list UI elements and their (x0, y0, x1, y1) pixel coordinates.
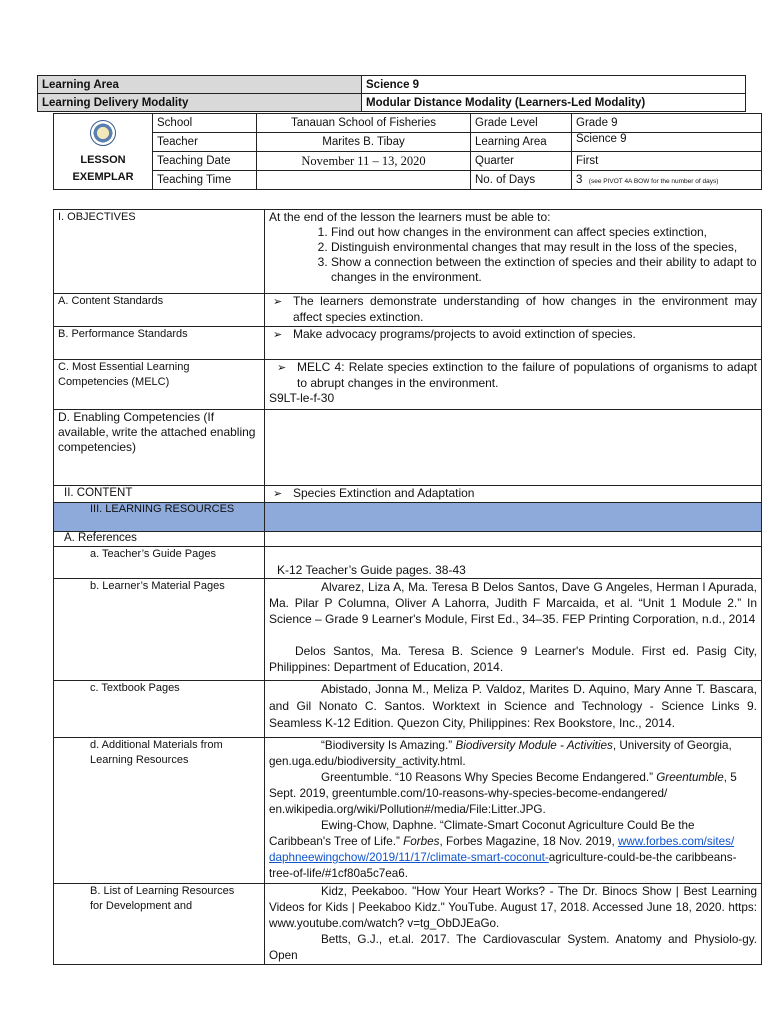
time-label: Teaching Time (153, 171, 257, 190)
performance-standards-row (54, 327, 762, 360)
learners-material-ref1: Alvarez, Liza A, Ma. Teresa B Delos Santos, Dave G Angeles, Herman l Apurada, Ma. Pilar P Columna, Oliver A Lahorra, Judith F Marcaida, et al. “Unit 1 Module 2.” In Science – Grade 9 Learner's Module, First Ed., 34–35. FEP Printing Corporation, n.d., 2014 (269, 580, 757, 626)
learning-area-label: Learning Area (38, 76, 362, 94)
textbook-label: c. Textbook Pages (54, 681, 265, 738)
school-value: Tanauan School of Fisheries (257, 114, 471, 133)
melc-row (54, 360, 762, 410)
days-note: (see PIVOT 4A BOW for the number of days) (588, 178, 719, 185)
objective-item: 3. Show a connection between the extinction of species and their ability to adapt to changes in the environment. (331, 255, 757, 285)
references-label: A. References (54, 532, 265, 547)
melc-cell (265, 360, 762, 410)
header-table (37, 75, 746, 112)
lesson-info-table (53, 113, 762, 190)
learners-material-cell (265, 579, 762, 681)
header-row-learning-area (38, 76, 746, 94)
enabling-label: D. Enabling Competencies (If available, write the attached enabling competencies) (54, 410, 265, 486)
objective-item: 1. Find out how changes in the environment can affect species extinction, (331, 225, 757, 240)
area-value: Science 9 (572, 133, 762, 152)
references-row (54, 532, 762, 547)
content-row (54, 486, 762, 503)
teachers-guide-row (54, 547, 762, 579)
resources-row (54, 503, 762, 532)
additional-materials-row (54, 738, 762, 884)
header-row-modality (38, 94, 746, 112)
learners-material-label: b. Learner’s Material Pages (54, 579, 265, 681)
list-resource-1: Kidz, Peekaboo. "How Your Heart Works? - The Dr. Binocs Show | Best Learning Videos for Kids | Peekaboo Kidz." YouTube. August 17, 2018. Accessed June 18, 2020. https: www.youtube.com/watch? v=tg_ObDJEaGo. (269, 885, 757, 930)
list-of-resources-cell (265, 884, 762, 965)
references-value (265, 532, 762, 547)
objectives-label: I. OBJECTIVES (54, 210, 265, 294)
textbook-row (54, 681, 762, 738)
content-standards-text: ➢ The learners demonstrate understanding of how changes in the environment may affect species extinction. (265, 294, 762, 327)
forbes-link[interactable]: www.forbes.com/sites/ daphneewingchow/2019/11/17/climate-smart-coconut- (269, 835, 735, 864)
days-value: 3 (576, 174, 583, 186)
additional-materials-label: d. Additional Materials from Learning Resources (54, 738, 265, 884)
learning-area-value: Science 9 (362, 76, 746, 94)
textbook-text: Abistado, Jonna M., Meliza P. Valdoz, Marites D. Aquino, Mary Anne T. Bascara, and Gil Nonato C. Santos. Worktext in Science and Technology - Science Links 9. Seamless K-12 Edition. Quezon City, Philippines: Rex Bookstore, Inc., 2014. (265, 681, 762, 738)
content-standards-label: A. Content Standards (54, 294, 265, 327)
additional-material-3: Ewing-Chow, Daphne. “Climate-Smart Coconut Agriculture Could Be the Caribbean's Tree of Life.” Forbes, Forbes Magazine, 18 Nov. 2019, www.forbes.com/sites/ daphneewingchow/2019/11/17/climate-smart-coconut-agriculture-could-be-the caribbeans-tree-of-life/#1cf80a5c7ea6. (269, 819, 737, 880)
objectives-list (269, 225, 757, 285)
additional-material-2: Greentumble. “10 Reasons Why Species Become Endangered.” Greentumble, 5 Sept. 2019, greentumble.com/10-reasons-why-species-become-endangered/ en.wikipedia.org/wiki/Pollution#/media/File:Litter.JPG. (269, 771, 737, 816)
modality-label: Learning Delivery Modality (38, 94, 362, 112)
quarter-value: First (572, 152, 762, 171)
enabling-row (54, 410, 762, 486)
list-of-resources-row (54, 884, 762, 965)
melc-text: ➢ MELC 4: Relate species extinction to the failure of populations of organisms to adapt to abrupt changes in the environment. (269, 360, 757, 391)
date-value: November 11 – 13, 2020 (257, 152, 471, 171)
enabling-value (265, 410, 762, 486)
additional-materials-cell (265, 738, 762, 884)
teachers-guide-text: K-12 Teacher’s Guide pages. 38-43 (265, 547, 762, 579)
lesson-title-line2: EXEMPLAR (72, 171, 134, 183)
modality-value: Modular Distance Modality (Learners-Led Modality) (362, 94, 746, 112)
grade-label: Grade Level (471, 114, 572, 133)
additional-material-1: “Biodiversity Is Amazing.” Biodiversity Module - Activities, University of Georgia, gen.uga.edu/biodiversity_activity.html. (269, 739, 732, 768)
lesson-title-line1: LESSON (80, 154, 126, 166)
lesson-plan-table (53, 209, 762, 965)
list-resource-2: Betts, G.J., et.al. 2017. The Cardiovascular System. Anatomy and Physiolo-gy. Open (269, 933, 757, 962)
area-label: Learning Area (471, 133, 572, 152)
melc-code: S9LT-le-f-30 (269, 391, 335, 405)
days-cell (572, 171, 762, 190)
objectives-row (54, 210, 762, 294)
resources-label: III. LEARNING RESOURCES (54, 503, 265, 532)
content-standards-row (54, 294, 762, 327)
learners-material-row (54, 579, 762, 681)
performance-standards-label: B. Performance Standards (54, 327, 265, 360)
days-label: No. of Days (471, 171, 572, 190)
date-label: Teaching Date (153, 152, 257, 171)
performance-standards-text: ➢ Make advocacy programs/projects to avoid extinction of species. (265, 327, 762, 360)
learners-material-ref2: Delos Santos, Ma. Teresa B. Science 9 Learner's Module. First ed. Pasig City, Philippines: Department of Education, 2014. (269, 644, 757, 674)
list-of-resources-label: B. List of Learning Resources for Development and (54, 884, 265, 965)
teachers-guide-label: a. Teacher’s Guide Pages (54, 547, 265, 579)
grade-value: Grade 9 (572, 114, 762, 133)
teacher-label: Teacher (153, 133, 257, 152)
resources-value (265, 503, 762, 532)
quarter-label: Quarter (471, 152, 572, 171)
school-label: School (153, 114, 257, 133)
content-label: II. CONTENT (54, 486, 265, 503)
teacher-value: Marites B. Tibay (257, 133, 471, 152)
deped-seal-icon (90, 120, 116, 146)
objective-item: 2. Distinguish environmental changes that may result in the loss of the species, (331, 240, 757, 255)
objectives-intro: At the end of the lesson the learners must be able to: (269, 210, 551, 224)
melc-label: C. Most Essential Learning Competencies (MELC) (54, 360, 265, 410)
objectives-cell (265, 210, 762, 294)
time-value (257, 171, 471, 190)
lesson-exemplar-cell (54, 114, 153, 190)
content-text: ➢ Species Extinction and Adaptation (265, 486, 762, 503)
